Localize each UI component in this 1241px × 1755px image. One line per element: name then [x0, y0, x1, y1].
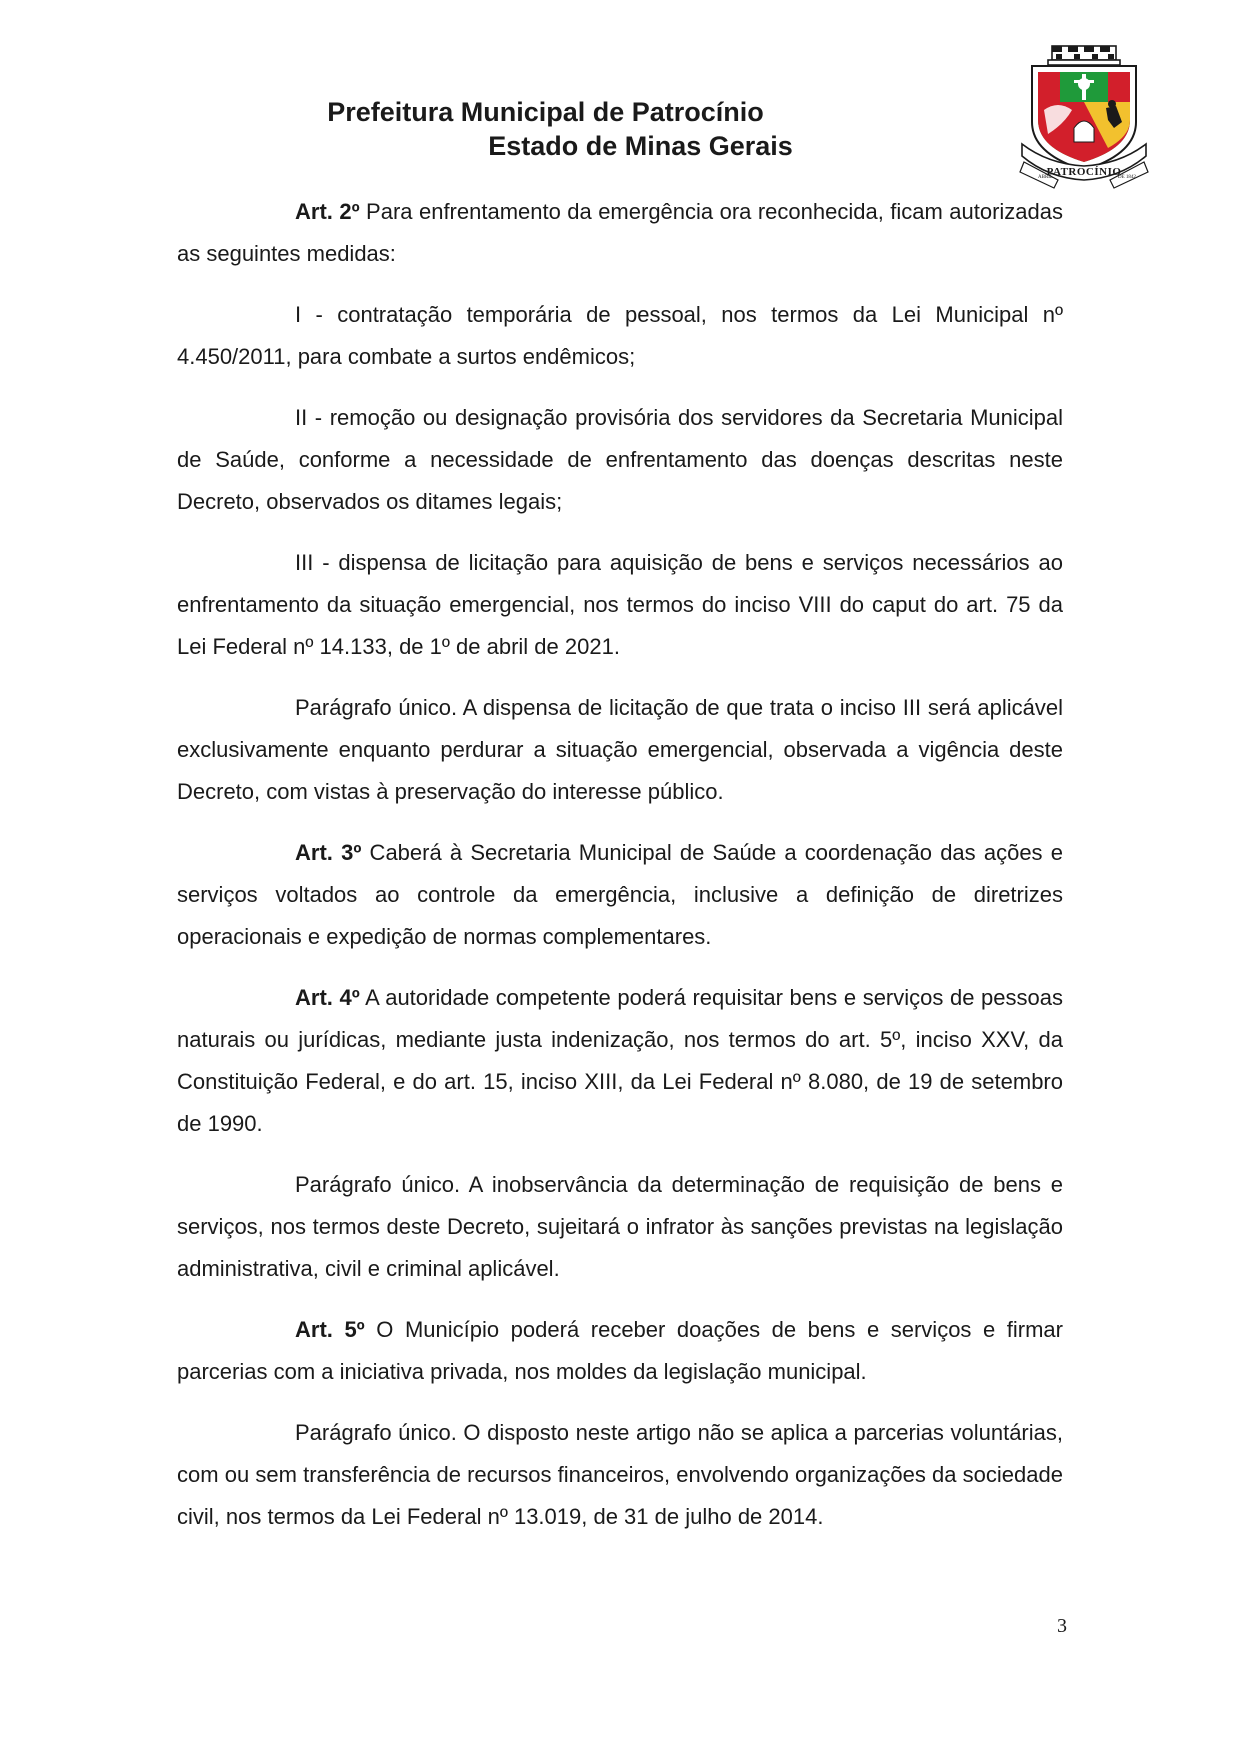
article-5-paragraph: Parágrafo único. O disposto neste artigo não se aplica a parcerias voluntárias, com ou sem transferência de recursos financeiros, envolvendo organizações da sociedade civil, nos termos da Lei Federal nº 13.019, de 31 de julho de 2014. — [177, 1420, 1063, 1529]
article-label: Art. 2º — [295, 199, 360, 224]
article-2-paragraph: Parágrafo único. A dispensa de licitação de que trata o inciso III será aplicável exclusivamente enquanto perdurar a situação emergencial, observada a vigência deste Decreto, com vistas à preservação do interesse público. — [177, 695, 1063, 804]
coat-of-arms-icon — [1018, 44, 1150, 192]
article-3 — [177, 832, 1063, 958]
shield-icon — [1032, 66, 1136, 170]
article-text: O Município poderá receber doações de bens e serviços e firmar parcerias com a iniciativa privada, nos moldes da legislação municipal. — [177, 1317, 1063, 1384]
article-5 — [177, 1309, 1063, 1393]
page-number: 3 — [1057, 1615, 1067, 1637]
svg-text:ABRIL: ABRIL — [1038, 175, 1053, 180]
article-4 — [177, 977, 1063, 1145]
inciso-iii: III - dispensa de licitação para aquisição de bens e serviços necessários ao enfrentamento da situação emergencial, nos termos do inciso VIII do caput do art. 75 da Lei Federal nº 14.133, de 1º de abril de 2021. — [177, 550, 1063, 659]
article-label: Art. 4º — [295, 985, 360, 1010]
article-text: A autoridade competente poderá requisitar bens e serviços de pessoas naturais ou jurídicas, mediante justa indenização, nos termos do art. 5º, inciso XXV, da Constituição Federal, e do art. 15, inciso XIII, da Lei Federal nº 8.080, de 19 de setembro de 1990. — [177, 985, 1063, 1136]
crown-icon — [1048, 46, 1120, 65]
inciso-ii: II - remoção ou designação provisória dos servidores da Secretaria Municipal de Saúde, conforme a necessidade de enfrentamento das doenças descritas neste Decreto, observados os ditames legais; — [177, 405, 1063, 514]
svg-text:DE 1842: DE 1842 — [1118, 175, 1136, 180]
decree-body — [177, 191, 1063, 1538]
article-text: Caberá à Secretaria Municipal de Saúde a coordenação das ações e serviços voltados ao controle da emergência, inclusive a definição de diretrizes operacionais e expedição de normas complementares. — [177, 840, 1063, 949]
article-label: Art. 3º — [295, 840, 362, 865]
article-text: Para enfrentamento da emergência ora reconhecida, ficam autorizadas as seguintes medidas: — [177, 199, 1063, 266]
letterhead-subtitle: Estado de Minas Gerais — [488, 131, 793, 161]
letterhead-title: Prefeitura Municipal de Patrocínio — [327, 97, 764, 127]
article-4-paragraph: Parágrafo único. A inobservância da determinação de requisição de bens e serviços, nos termos deste Decreto, sujeitará o infrator às sanções previstas na legislação administrativa, civil e criminal aplicável. — [177, 1172, 1063, 1281]
article-label: Art. 5º — [295, 1317, 365, 1342]
article-2 — [177, 191, 1063, 275]
svg-text:PATROCÍNIO: PATROCÍNIO — [1046, 166, 1122, 178]
inciso-i: I - contratação temporária de pessoal, nos termos da Lei Municipal nº 4.450/2011, para combate a surtos endêmicos; — [177, 302, 1063, 369]
